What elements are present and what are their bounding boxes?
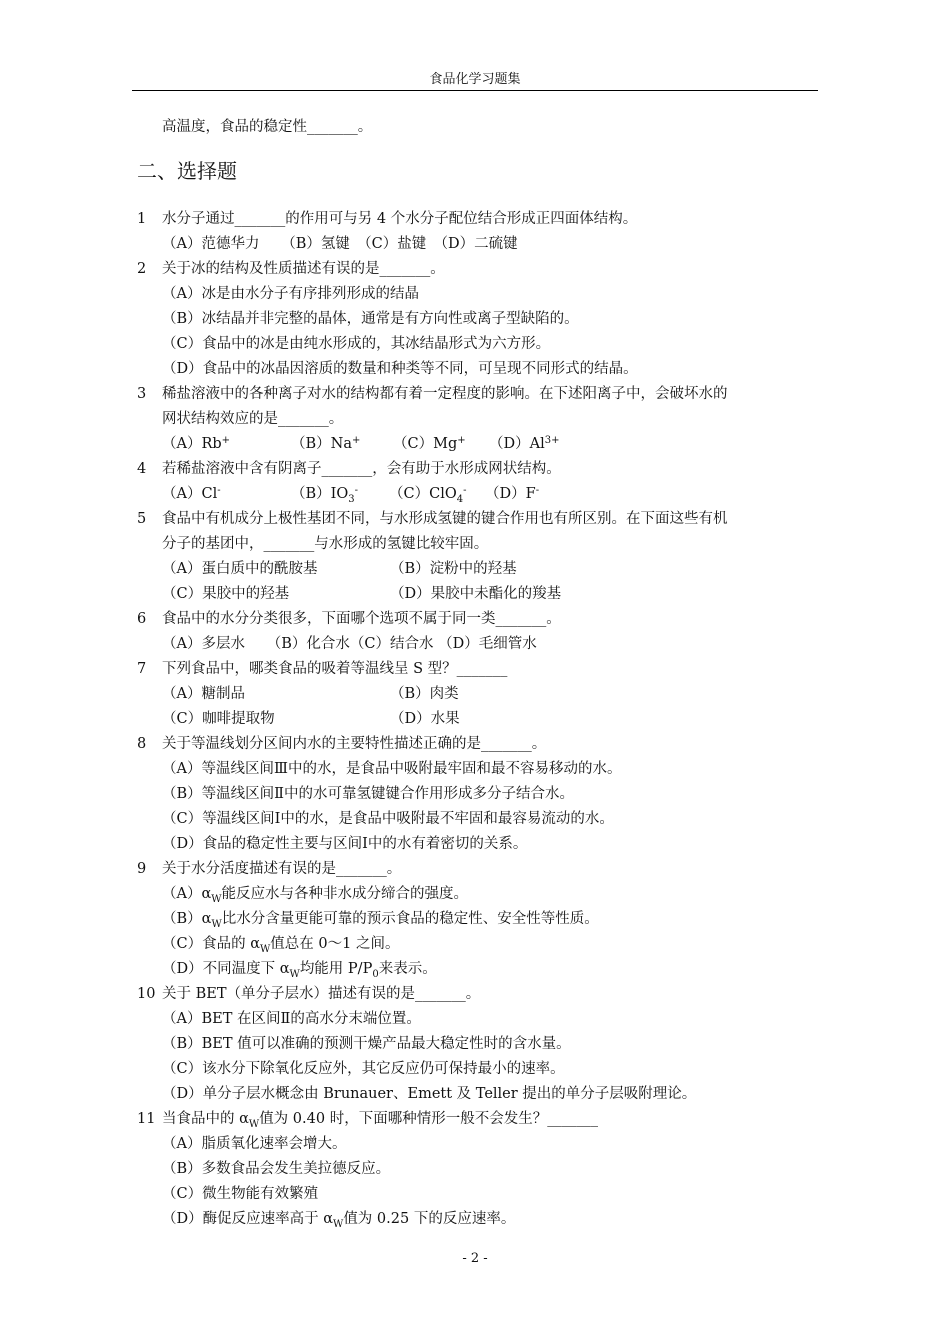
question-text: 水分子通过_______的作用可与另 4 个水分子配位结合形成正四面体结构。	[162, 211, 638, 227]
option-d: （D）不同温度下 $\alpha_W$均能用 $P/P_0$来表示。	[162, 961, 437, 980]
question-number: 1	[137, 211, 147, 227]
option-b: （B）肉类	[390, 686, 459, 702]
section-title: 二、选择题	[137, 159, 237, 183]
options-line: （A）多层水 （B）化合水（C）结合水 （D）毛细管水	[162, 636, 537, 652]
option-a: （A）冰是由水分子有序排列形成的结晶	[162, 286, 419, 302]
option-a: （A）Cl-	[162, 485, 221, 502]
option-b: $(B)\alpha_W$比水分含量更能可靠的预示食品的稳定性、安全性等性质。	[162, 911, 599, 930]
option-a: （A）Rb+	[162, 435, 231, 452]
option-b: （B）等温线区间Ⅱ中的水可靠氢键键合作用形成多分子结合水。	[162, 786, 575, 802]
option-c: （C）食品中的冰是由纯水形成的，其冰结晶形式为六方形。	[162, 336, 551, 352]
option-d: （D）单分子层水概念由 Brunauer、Emett 及 Teller 提出的单分子层吸附理论。	[162, 1086, 697, 1102]
question-text-cont: 网状结构效应的是_______。	[162, 411, 344, 427]
option-d: （D）食品中的冰晶因溶质的数量和种类等不同，可呈现不同形式的结晶。	[162, 361, 638, 377]
option-a: （A）等温线区间Ⅲ中的水，是食品中吸附最牢固和最不容易移动的水。	[162, 761, 622, 777]
question-number: 3	[137, 386, 147, 402]
intro-line: 高温度，食品的稳定性_______。	[162, 119, 373, 135]
option-a: （A）BET 在区间Ⅱ的高水分末端位置。	[162, 1011, 421, 1027]
question-text: 食品中有机成分上极性基团不同，与水形成氢键的键合作用也有所区别。在下面这些有机	[162, 511, 728, 527]
option-d: （D）酶促反应速率高于 $\alpha_W$值为 0.25 下的反应速率。	[162, 1211, 516, 1230]
option-d: （D）水果	[390, 711, 460, 727]
question-number: 7	[137, 661, 147, 677]
question-text: 稀盐溶液中的各种离子对水的结构都有着一定程度的影响。在下述阳离子中，会破坏水的	[162, 386, 728, 402]
option-b: （B）多数食品会发生美拉德反应。	[162, 1161, 391, 1177]
question-text: 下列食品中，哪类食品的吸着等温线呈 S 型？_______	[162, 661, 508, 677]
question-number: 2	[137, 261, 147, 277]
option-b: （B）冰结晶并非完整的晶体，通常是有方向性或离子型缺陷的。	[162, 311, 579, 327]
question-text: 当食品中的 $\alpha_W$值为 0.40 时，下面哪种情形一般不会发生？_______	[162, 1111, 598, 1130]
option-b: $(B)IO_3^-$	[291, 485, 359, 505]
option-d: （D）食品的稳定性主要与区间Ⅰ中的水有着密切的关系。	[162, 836, 528, 852]
question-number: 8	[137, 736, 147, 752]
question-number: 10	[137, 986, 156, 1002]
question-text: 若稀盐溶液中含有阴离子_______，会有助于水形成网状结构。	[162, 461, 561, 477]
page-header: 食品化学习题集	[132, 70, 818, 91]
option-b: （B）BET 值可以准确的预测干燥产品最大稳定性时的含水量。	[162, 1036, 571, 1052]
question-text: 食品中的水分分类很多，下面哪个选项不属于同一类_______。	[162, 611, 561, 627]
option-c: （C）Mg+	[393, 435, 466, 452]
option-c: （C）该水分下除氧化反应外，其它反应仍可保持最小的速率。	[162, 1061, 565, 1077]
question-number: 4	[137, 461, 147, 477]
question-number: 5	[137, 511, 147, 527]
option-a: （A）脂质氧化速率会增大。	[162, 1136, 347, 1152]
option-c: （C）食品的 $\alpha_W$值总在 0～1 之间。	[162, 936, 400, 955]
option-a: （A）糖制品	[162, 686, 245, 702]
question-number: 6	[137, 611, 147, 627]
question-text: 关于冰的结构及性质描述有误的是_______。	[162, 261, 445, 277]
option-d: （D）F-	[485, 485, 540, 502]
option-c: （C）果胶中的羟基	[162, 586, 290, 602]
question-text-cont: 分子的基团中，_______与水形成的氢键比较牢固。	[162, 536, 489, 552]
question-number: 11	[137, 1111, 156, 1127]
option-c: （C）咖啡提取物	[162, 711, 275, 727]
question-number: 9	[137, 861, 147, 877]
option-d: $(D)Al^{3+}$	[489, 435, 560, 452]
option-d: （D）果胶中未酯化的羧基	[390, 586, 562, 602]
page-number: - 2 -	[462, 1251, 488, 1266]
options-line: （A）范德华力 （B）氢键 （C）盐键 （D）二硫键	[162, 236, 518, 252]
option-b: （B）淀粉中的羟基	[390, 561, 517, 577]
option-a: $(A)\alpha_W$能反应水与各种非水成分缔合的强度。	[162, 886, 469, 905]
question-text: 关于水分活度描述有误的是_______。	[162, 861, 402, 877]
option-c: （C）ClO$_4$-	[389, 485, 467, 505]
option-c: （C）等温线区间Ⅰ中的水，是食品中吸附最不牢固和最容易流动的水。	[162, 811, 614, 827]
option-b: （B）Na+	[291, 435, 361, 452]
question-text: 关于等温线划分区间内水的主要特性描述正确的是_______。	[162, 736, 547, 752]
option-c: （C）微生物能有效繁殖	[162, 1186, 319, 1202]
question-text: 关于 BET（单分子层水）描述有误的是_______。	[162, 986, 481, 1002]
option-a: （A）蛋白质中的酰胺基	[162, 561, 318, 577]
